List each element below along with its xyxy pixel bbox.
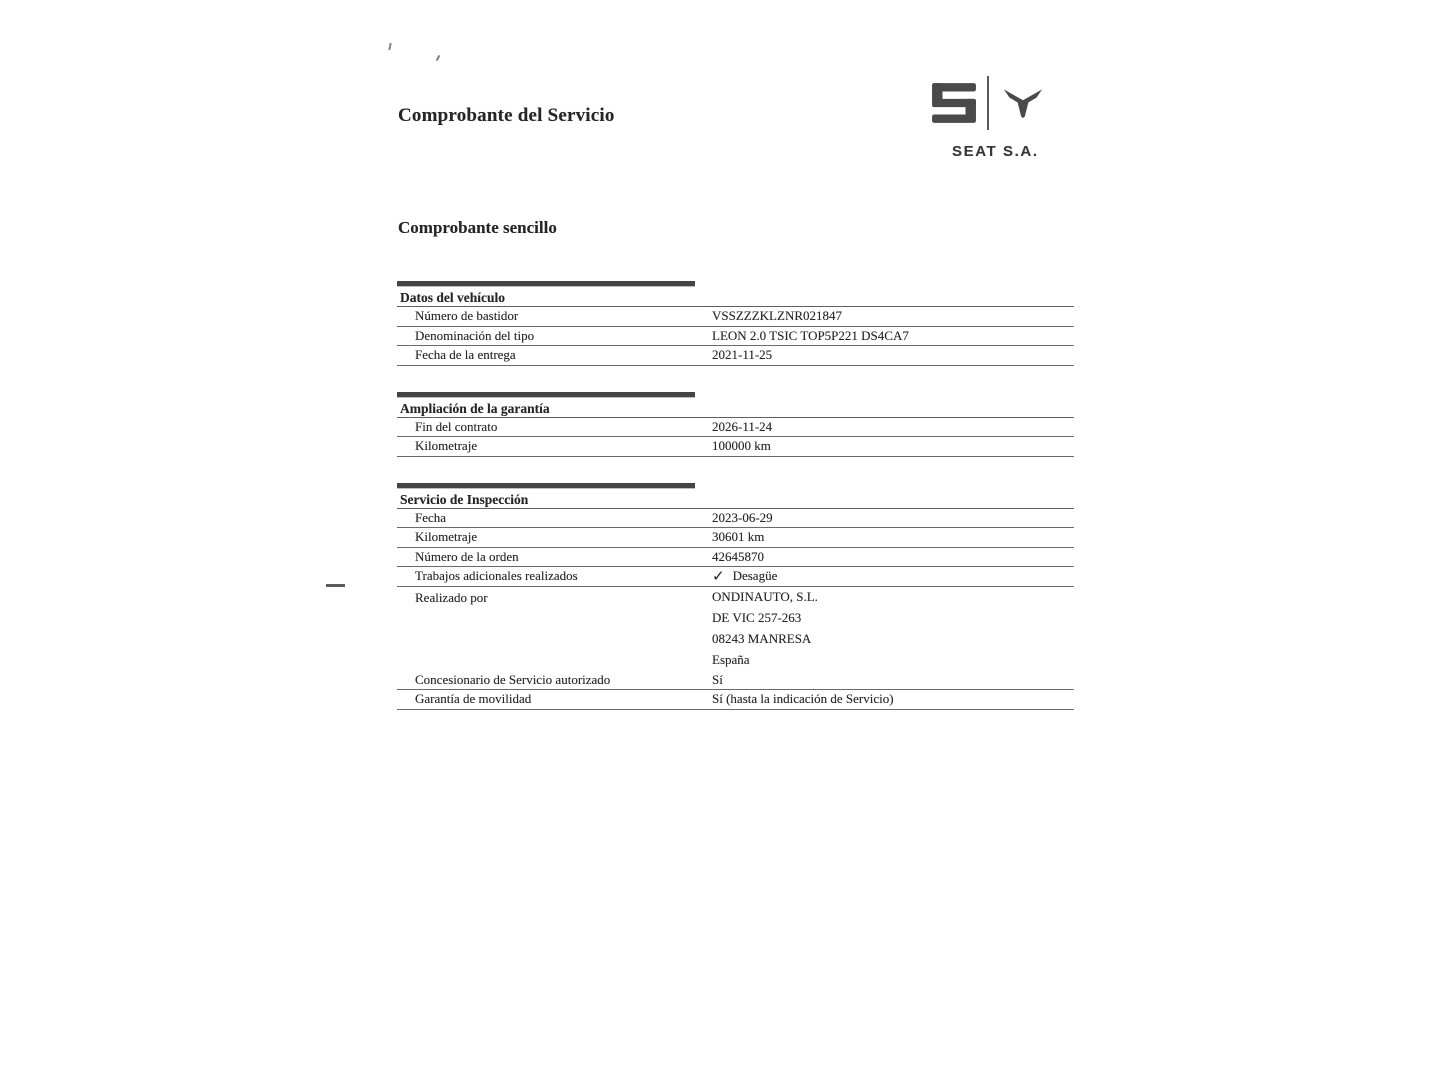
table-row — [397, 587, 1074, 671]
table-row — [397, 418, 1074, 438]
section-top-bar — [397, 483, 695, 488]
cupra-logo-icon — [1003, 86, 1043, 120]
field-label: Denominación del tipo — [415, 327, 535, 343]
scan-artifact-dash — [326, 584, 345, 587]
field-label: Fecha — [415, 509, 447, 525]
section-title: Servicio de Inspección — [397, 491, 1074, 509]
table-row — [397, 567, 1074, 587]
field-value: 42645870 — [712, 548, 764, 564]
section-datos-del-vehiculo — [397, 281, 1074, 366]
section-top-bar — [397, 281, 695, 286]
field-value: 100000 km — [712, 438, 771, 454]
table-row — [397, 548, 1074, 568]
table-row — [397, 327, 1074, 347]
field-label: Número de bastidor — [415, 308, 519, 324]
field-value-with-check — [712, 567, 777, 585]
table-row — [397, 437, 1074, 457]
checkmark-icon: ✓ — [712, 567, 725, 586]
field-value: VSSZZZKLZNR021847 — [712, 308, 842, 324]
field-value: 30601 km — [712, 529, 765, 545]
field-label: Kilometraje — [415, 438, 478, 454]
field-label: Fin del contrato — [415, 418, 498, 434]
section-title: Datos del vehículo — [397, 289, 1074, 307]
field-label: Trabajos adicionales realizados — [415, 568, 578, 584]
table-row — [397, 307, 1074, 327]
section-servicio-inspeccion — [397, 483, 1074, 710]
field-label: Fecha de la entrega — [415, 347, 516, 363]
value-line: DE VIC 257-263 — [712, 610, 802, 625]
field-value: Sí (hasta la indicación de Servicio) — [712, 691, 894, 707]
value-line: España — [712, 652, 750, 667]
field-value: Sí — [712, 671, 723, 687]
scan-artifact-tick — [388, 43, 391, 50]
section-title: Ampliación de la garantía — [397, 400, 1074, 418]
field-value: 2023-06-29 — [712, 509, 773, 525]
field-label: Kilometraje — [415, 529, 478, 545]
field-label: Garantía de movilidad — [415, 691, 532, 707]
field-value: 2021-11-25 — [712, 347, 773, 363]
value-line: 08243 MANRESA — [712, 631, 812, 646]
field-label: Realizado por — [415, 589, 488, 605]
seat-logo-icon — [931, 82, 977, 124]
document-title: Comprobante del Servicio — [398, 105, 615, 126]
table-row — [397, 509, 1074, 529]
logo-divider — [987, 76, 989, 130]
table-row — [397, 346, 1074, 366]
document-subtitle: Comprobante sencillo — [398, 218, 557, 237]
table-row — [397, 671, 1074, 691]
field-value: Desagüe — [732, 568, 778, 584]
field-label: Número de la orden — [415, 548, 519, 564]
table-row — [397, 690, 1074, 710]
section-ampliacion-garantia — [397, 392, 1074, 457]
field-value-multiline — [712, 587, 818, 671]
field-value: LEON 2.0 TSIC TOP5P221 DS4CA7 — [712, 327, 909, 343]
document-sections — [397, 281, 1074, 736]
field-label: Concesionario de Servicio autorizado — [415, 671, 611, 687]
company-name: SEAT S.A. — [952, 143, 1039, 160]
scan-artifact-comma — [436, 55, 441, 61]
table-row — [397, 528, 1074, 548]
brand-logos — [931, 76, 1043, 130]
field-value: 2026-11-24 — [712, 418, 773, 434]
value-line: ONDINAUTO, S.L. — [712, 589, 818, 604]
section-top-bar — [397, 392, 695, 397]
